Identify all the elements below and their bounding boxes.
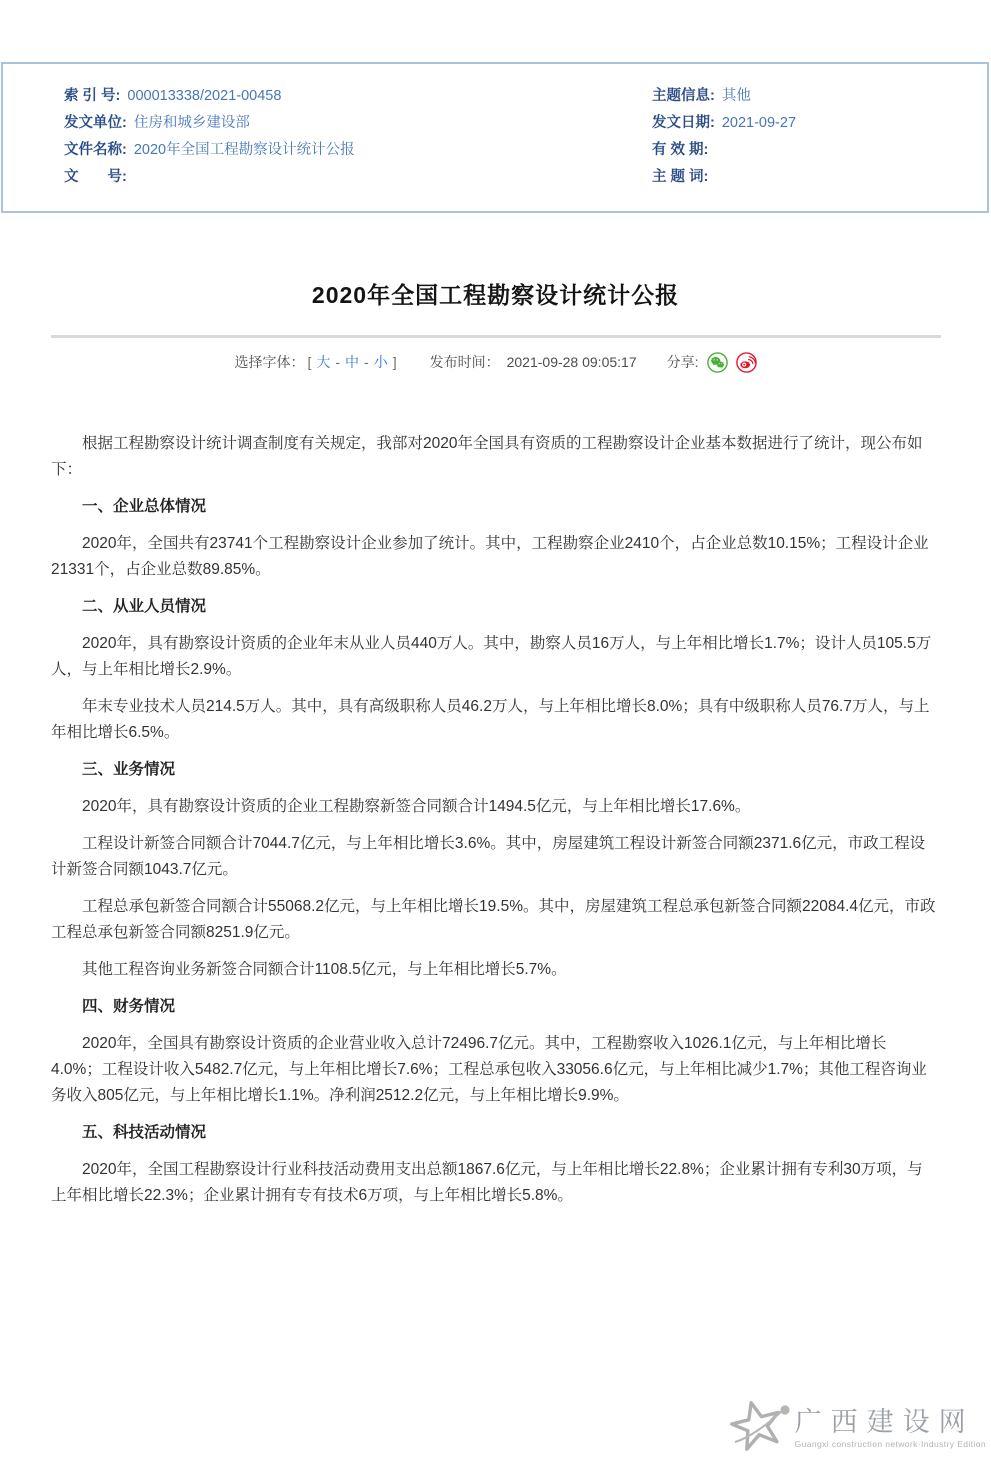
section-3-paragraph: 工程设计新签合同额合计7044.7亿元，与上年相比增长3.6%。其中，房屋建筑工程设计新签合同额2371.6亿元，市政工程设计新签合同额1043.7亿元。 bbox=[51, 835, 926, 878]
section-heading-2: 二、从业人员情况 bbox=[82, 598, 207, 615]
meta-row-subject-info bbox=[652, 83, 987, 110]
bracket-open: [ bbox=[307, 354, 312, 370]
font-size-medium-button[interactable]: 中 bbox=[345, 354, 360, 370]
site-watermark bbox=[727, 1396, 986, 1459]
font-size-small-button[interactable]: 小 bbox=[373, 354, 388, 370]
section-5-paragraph: 2020年，全国工程勘察设计行业科技活动费用支出总额1867.6亿元，与上年相比增长22.8%；企业累计拥有专利30万项，与上年相比增长22.3%；企业累计拥有专有技术6万项，与上年相比增长5.8%。 bbox=[51, 1161, 923, 1204]
font-size-separator: - bbox=[364, 354, 369, 370]
site-subtitle: Guangxi construction network·Industry Edition bbox=[794, 1438, 986, 1449]
issuing-unit-label: 发文单位: bbox=[64, 115, 127, 131]
subject-terms-label: 主 题 词: bbox=[652, 169, 709, 185]
weibo-share-icon[interactable] bbox=[736, 352, 757, 373]
section-heading-1: 一、企业总体情况 bbox=[82, 498, 207, 515]
document-title-label: 文件名称: bbox=[64, 142, 127, 158]
font-size-separator: - bbox=[335, 354, 341, 370]
section-2-paragraph: 2020年，具有勘察设计资质的企业年末从业人员440万人。其中，勘察人员16万人，与上年相比增长1.7%；设计人员105.5万人，与上年相比增长2.9%。 bbox=[51, 635, 932, 678]
publish-toolbar bbox=[0, 351, 991, 373]
document-meta-box bbox=[1, 62, 989, 213]
site-logo-text bbox=[795, 1407, 986, 1449]
section-heading-5: 五、科技活动情况 bbox=[82, 1124, 207, 1141]
meta-column-left bbox=[3, 83, 652, 191]
issue-date-value: 2021-09-27 bbox=[721, 115, 797, 131]
document-number-label: 文 号: bbox=[64, 169, 127, 185]
issue-date-label: 发文日期: bbox=[652, 115, 715, 131]
index-number-label: 索 引 号: bbox=[64, 88, 121, 104]
issuing-unit-value: 住房和城乡建设部 bbox=[133, 115, 250, 131]
section-heading-3: 三、业务情况 bbox=[82, 761, 176, 778]
section-4-paragraph: 2020年，全国具有勘察设计资质的企业营业收入总计72496.7亿元。其中，工程勘察收入1026.1亿元，与上年相比增长4.0%；工程设计收入5482.7亿元，与上年相比增长7.6%；工程总承包收入33056.6亿元，与上年相比减少1.7%；其他工程咨询业务收入805亿元，与上年相比增长1.1%。净利润2512.2亿元，与上年相比增长9.9%。 bbox=[51, 1035, 927, 1104]
title-divider bbox=[51, 335, 941, 338]
meta-row-issue-date bbox=[652, 110, 987, 137]
section-3-paragraph: 工程总承包新签合同额合计55068.2亿元，与上年相比增长19.5%。其中，房屋建筑工程总承包新签合同额22084.4亿元，市政工程总承包新签合同额8251.9亿元。 bbox=[51, 898, 936, 941]
meta-row-validity-period bbox=[652, 137, 987, 164]
font-size-label: 选择字体： bbox=[234, 354, 305, 370]
index-number-value: 000013338/2021-00458 bbox=[127, 88, 282, 104]
subject-info-value: 其他 bbox=[721, 88, 751, 104]
site-name: 广西建设网 bbox=[794, 1406, 975, 1437]
intro-paragraph: 根据工程勘察设计统计调查制度有关规定，我部对2020年全国具有资质的工程勘察设计企业基本数据进行了统计，现公布如下： bbox=[51, 435, 923, 478]
font-size-large-button[interactable]: 大 bbox=[316, 354, 331, 370]
section-heading-4: 四、财务情况 bbox=[82, 998, 176, 1015]
meta-row-index-number bbox=[64, 83, 652, 110]
section-3-paragraph: 其他工程咨询业务新签合同额合计1108.5亿元，与上年相比增长5.7%。 bbox=[82, 961, 567, 978]
section-3-paragraph: 2020年，具有勘察设计资质的企业工程勘察新签合同额合计1494.5亿元，与上年相比增长17.6%。 bbox=[82, 798, 751, 815]
subject-info-label: 主题信息: bbox=[652, 88, 715, 104]
page-title: 2020年全国工程勘察设计统计公报 bbox=[311, 282, 680, 308]
document-title-value: 2020年全国工程勘察设计统计公报 bbox=[133, 142, 355, 158]
star-logo-icon bbox=[727, 1396, 791, 1459]
bracket-close: ] bbox=[392, 354, 397, 370]
wechat-share-icon[interactable] bbox=[707, 352, 728, 373]
meta-row-issuing-unit bbox=[64, 110, 652, 137]
meta-row-document-title bbox=[64, 137, 652, 164]
meta-column-right bbox=[652, 83, 987, 191]
section-1-paragraph: 2020年，全国共有23741个工程勘察设计企业参加了统计。其中，工程勘察企业2410个，占企业总数10.15%；工程设计企业21331个，占企业总数89.85%。 bbox=[51, 535, 929, 578]
meta-row-document-number bbox=[64, 164, 652, 191]
publish-time-label: 发布时间： bbox=[429, 354, 500, 370]
share-label: 分享: bbox=[666, 354, 699, 370]
publish-time-value: 2021-09-28 09:05:17 bbox=[506, 354, 637, 370]
meta-row-subject-terms bbox=[652, 164, 987, 191]
section-2-paragraph: 年末专业技术人员214.5万人。其中，具有高级职称人员46.2万人，与上年相比增长8.0%；具有中级职称人员76.7万人，与上年相比增长6.5%。 bbox=[51, 698, 930, 741]
validity-period-label: 有 效 期: bbox=[652, 142, 709, 158]
article-body bbox=[51, 431, 937, 1209]
